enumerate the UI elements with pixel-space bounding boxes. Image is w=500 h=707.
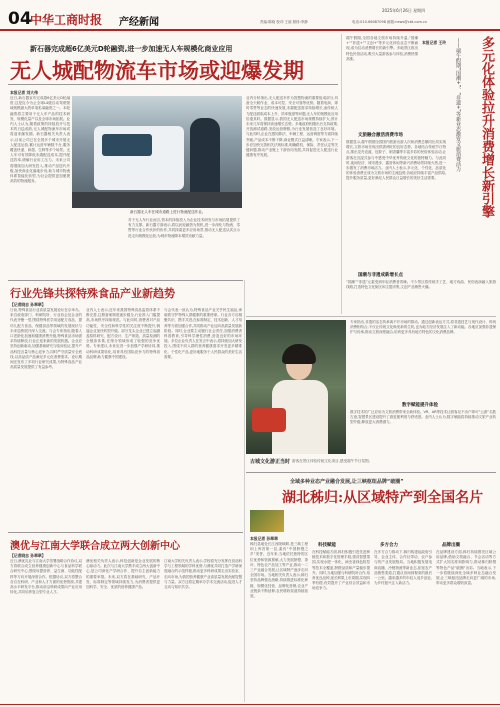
lead-kicker: 新石器完成超6亿美元D轮融资,进一步加速无人车规模化商业应用 [30, 45, 233, 53]
bottom-subtitle-2: 多方合力 [380, 543, 398, 548]
bottom-byline: 本报记者 孙翠翠 [250, 536, 278, 541]
story3-rule [8, 532, 243, 533]
bottom-column-2: 在科技赋能方面,秭归积极引进先进种植技术和数字化管理手段,建设智慧果园,实现水肥一体化、病虫害绿色防控等技术全覆盖,脐橙品质和产量稳步提升。同时,当地加强与科研院所合作,培育优良品种,延长鲜果上市周期,实现四季有橙,有效提升了产业综合效益和市场竞争力。 [312, 550, 370, 591]
issue-date: 2025年6月26日 星期四 [382, 8, 426, 13]
bottom-subtitle-1: 科技赋能 [318, 543, 336, 548]
story2-column-2: 业内人士表示,近年来我国特殊食品监管体系不断完善,注册备案制度逐步健全,行业准入门槛提高,市场秩序持续规范。与此同时,消费者对产品功能性、安全性和科学性的关注度不断提升,倒逼企业加快转型升级。部分龙头企业已建立起涵盖原料研究、配方设计、生产制造、质量检测的全链条体系,在细分领域形成了较强的竞争优势。专家建议,未来应进一步加强产学研协同,推动科研成果转化,培育具有国际竞争力的特殊食品品牌,助力健康中国建设。 [86, 308, 160, 359]
side-column-4: 数字技术的广泛应用为文旅消费带来全新体验。VR、AR等技术让游客足不出户即可“云游”名胜古迹,智慧景区建设提升了游览便利度与舒适度。业内人士认为,数字赋能将持续推动文旅产业转型升级,释放更大消费潜力。 [350, 410, 496, 425]
headline-rule [8, 84, 338, 85]
lead-headline: 无人城配物流车市场或迎爆发期 [10, 58, 304, 83]
side-column-1: 数据显示,端午假期全国国内旅游出游人次和消费总额同比均实现增长,文旅市场呈现出供需两旺的良好态势。各地结合传统节日特点,推出龙舟竞渡、包粽子、制香囊等丰富多彩的民俗体验活动,让游客在沉浸式参与中感受中华优秀传统文化的独特魅力。与此同时,夜间经济、城市漫步、露营休闲等新兴消费场景持续火热,进一步激发了消费市场活力。业内人士表示,多元化、个性化、品质化的体验消费正成为文旅市场的主流趋势,各地应持续丰富产品供给,提升服务质量,更好满足人民群众日益增长的美好生活需要。 [346, 140, 446, 181]
side-rule [246, 316, 496, 317]
photo-craft [252, 408, 286, 432]
culture-photo-title: 古城文化游正当时 [250, 459, 291, 465]
culture-photo-caption: 游客在景区体验传统文化项目,感受端午节日氛围。 [292, 459, 373, 463]
side-column-lead: 端午假期,全国各地文旅市场持续升温,“国潮+”“非遗+”“文创+”等多元化体验业态不断涌现,成为拉动消费增长的新引擎。多地景区推出特色民俗活动,吸引大量游客参与体验,消费热情高涨。 [346, 36, 418, 61]
lead-photo-caption: 新石器无人车在城市道路上进行物流配送作业。 [130, 210, 206, 214]
lead-byline: 本报记者 刘大伟 [10, 90, 38, 95]
bottom-column-1: 秭归县地处长江西陵峡畔,是三峡工程坝上库首第一县,素有“中国脐橙之乡”美誉。近年来,当地依托独特的区位优势和资源禀赋,大力发展脐橙、茶叶、特色农产品加工等产业,推动一二三产业融合发展,让区域特产逐步走向全国市场。当地相关负责人表示,秭归坚持品牌强农战略,持续推进标准化种植、规模化经营、品牌化营销,农业产业链条不断延伸,农民增收渠道持续拓宽。 [250, 542, 308, 599]
story3-column-1: 近日,澳优乳业与江南大学签署战略合作协议,双方将联合成立营养健康创新中心与食品科学联合研究中心,围绕母婴营养、益生菌、功能性配料等方向开展深度合作。根据协议,双方将整合各自在科研、产业和人才方面的优势资源,共建高水平研发平台,推动前沿科研成果向产业应用转化,共同培养复合型专业人才。 [10, 559, 82, 595]
side-subtitle-3: 数字赋能提升体验 [402, 403, 438, 408]
story3-byline: 【记者晓志 孙翠翠】 [10, 553, 46, 558]
side-headline: 多元化体验拉升消费增长新引擎 [479, 36, 494, 218]
mid-divider [244, 280, 245, 702]
photo-person [190, 118, 220, 198]
contact-info: 电话:010-66087098 邮箱:news@cbt.com.cn [352, 20, 428, 24]
section-label: 产经新闻 [119, 17, 159, 28]
photo-figure-hair [282, 344, 316, 364]
bottom-rule [246, 472, 496, 473]
lead-column-1: 近日,新石器宣布完成超6亿美元D轮融资,这是迄今为止全球L4级自动驾驶领域规模最大的单笔私募融资之一。本轮融资将主要用于无人车产品的技术研发、规模化量产以及全球市场拓展。业内人士认为,随着政策的持续放开与技术的日趋成熟,无人城配物流车市场或将迎来爆发期。新石器相关负责人表示,目前公司已在全国多个城市开展无人配送运营,累计运营车辆数千台,服务覆盖快递、商超、生鲜等多个场景。无人车可有效降低末端配送成本,提升配送效率,缓解行业用工压力。未来公司将继续加大研发投入,推动产品迭代升级,加快商业化落地步伐,助力城市物流体系智能化转型,为社会提供更加便捷高效的物流服务。 [10, 96, 70, 184]
lead-photo [72, 96, 242, 208]
side-subtitle-1: 文旅融合激活消费市场 [358, 133, 403, 138]
masthead-rule [0, 29, 500, 31]
story2-column-1: 日前,特殊食品行业高质量发展论坛在京举办。来自政府部门、科研院所、行业协会及企业的代表齐聚一堂,围绕特殊医学用途配方食品、婴幼儿配方食品、保健食品等领域的发展现状与未来趋势展开深入交流。与会专家指出,随着人口老龄化加速和健康消费升级,特殊食品市场需求持续释放,行业正迎来新的发展机遇。企业应坚持创新驱动,加强基础研究与临床验证,提升产品科技含量与核心竞争力,同时严守质量安全底线,以高品质产品满足多元化消费需求。论坛期间还发布了多项行业研究成果,为特殊食品产业高质量发展提供了有益参考。 [10, 308, 82, 370]
editor-credit: 责编:陈晓 校对:王丽 照排:李静 [260, 20, 308, 24]
side-divider [341, 34, 342, 314]
footer-rule [0, 704, 500, 705]
side-byline: 本报记者 王玲 [422, 40, 447, 45]
story3-column-2: 澳优相关负责人表示,科技创新是企业发展的核心驱动力。此次与江南大学携手成立两大创新中心,是公司深化产学研合作、提升自主创新能力的重要举措。未来,双方将在基础研究、产品开发、标准制定等领域持续发力,为消费者提供更加科学、安全、优质的营养健康产品。 [86, 559, 160, 590]
page-number: 04 [8, 9, 32, 29]
story3-column-3: 江南大学相关负责人表示,学校将充分发挥在食品科学与工程领域的学科优势,与澳优共同打造产学研深度融合的示范样板,推动更多科研成果走出实验室、走向市场,为我国营养健康产业高质量发展贡献智慧与力量。双方还将定期举办学术交流活动,促进人才互动与知识共享。 [164, 559, 242, 590]
story2-column-3: 与会代表一致认为,特殊食品产业关乎民生福祉,承载着守护特殊人群健康的重要使命。行业各方应凝聚共识、携手共进,在标准制定、技术创新、人才培养等方面加强合作,共同推动产业迈向高质量发展新阶段。同时,企业要主动履行社会责任,加强消费者科普教育,引导科学理性消费,营造良好的市场环境。多位企业负责人在发言中表示,将持续加大研发投入,围绕不同人群的营养健康需求开发更多精准化、个性化产品,更好地服务于人民群众的美好生活需要。 [164, 308, 242, 359]
bottom-column-3: 在多方合力推动下,秭归构建起政府引导、企业主体、合作社带动、农户参与的产业发展格局。当地积极发展电商直播、冷链物流等新业态,拓宽农产品销售渠道,打通从田间到餐桌的最后一公里。越来越多的年轻人返乡创业,为乡村振兴注入新活力。 [374, 550, 432, 586]
bottom-subtitle-3: 品牌出圈 [442, 543, 460, 548]
side-column-2: “国潮”“非遗”元素受到年轻消费者青睐。不少景区将传统手工艺、地方戏曲、民俗表演融入旅游线路,打造特色文化街区和主题市集,文创产品销售火爆。 [346, 280, 496, 290]
lead-column-2: 业内分析指出,无人配送车作为智慧物流的重要组成部分,具备全天候作业、成本可控、安全可靠等优势。随着电商、即时零售等业态的快速发展,末端配送需求持续增长,而传统人力配送面临成本上升、效率瓶颈等问题,无人车的规模化应用恰逢其时。数据显示,我国无人配送市场规模持续扩大,预计未来几年将保持高速增长态势。多地政府相继出台支持政策,开放测试道路,发放运营牌照,为行业发展营造了良好环境。与此同时,企业在感知算法、车辆工程、运营调度等方面持续突破,产品成本不断下降,商业模式日益清晰。专家表示,下一步应加快完善相关法规标准,明确路权、保险、责任认定等关键问题,推动产业链上下游协同发展,共同促进无人配送行业健康有序发展。 [246, 96, 338, 158]
story2-rule [8, 280, 243, 281]
side-column-3: 专家指出,非遗的活态传承离不开市场的推动。通过创新表达方式,将非遗技艺与现代设计、时尚消费相结合,不仅让传统文化焕发新的生机,也为地方经济发展注入了新动能。各地应加强非遗保护与传承,推动文旅深度融合,培育更多具有地方特色的文化消费品牌。 [350, 320, 496, 335]
story3-headline: 澳优与江南大学联合成立两大创新中心 [10, 541, 180, 552]
photo-vehicle-window [102, 134, 152, 156]
story2-headline: 行业先锋共探特殊食品产业新趋势 [10, 287, 175, 300]
lead-column-3: 对于无人车行业而言,资本的持续投入为企业技术研发与市场拓展提供了有力支撑。新石器方面表示,将以此轮融资为契机,进一步深化与物流、零售等行业合作伙伴的协作,共同探索更多应用场景,推动无人配送从试点示范走向规模化运营,为城市物流降本增效贡献力量。 [128, 218, 240, 238]
side-subtitle-2: 国潮与非遗成新增长点 [358, 273, 403, 278]
side-subhead: ——端午假期“国潮+”、“非遗+”等新业态激发文旅消费活力 [455, 38, 461, 172]
masthead [0, 0, 500, 32]
bottom-headline: 湖北秭归:从区域特产到全国名片 [282, 490, 484, 506]
story2-byline: 【记者晓志 孙翠翠】 [10, 302, 46, 307]
bottom-kicker: 全域多种业态产业融合发展,让三峡枢纽品牌“破圈” [290, 479, 404, 485]
photo-ground [72, 192, 242, 208]
bottom-column-4: 在品牌建设方面,秭归持续擦亮区域公用品牌,借助文旅融合、节会活动等方式扩大知名度和影响力,推动秭归脐橙等特色产品“破圈”出彩。当地表示,下一步将继续深化全域多种业态融合发展,让三峡枢纽品牌走向更广阔的市场,带动更多群众增收致富。 [436, 550, 496, 586]
bottom-photo [250, 510, 284, 532]
paper-name: 中华工商时报 [30, 13, 103, 27]
culture-photo [246, 320, 346, 454]
